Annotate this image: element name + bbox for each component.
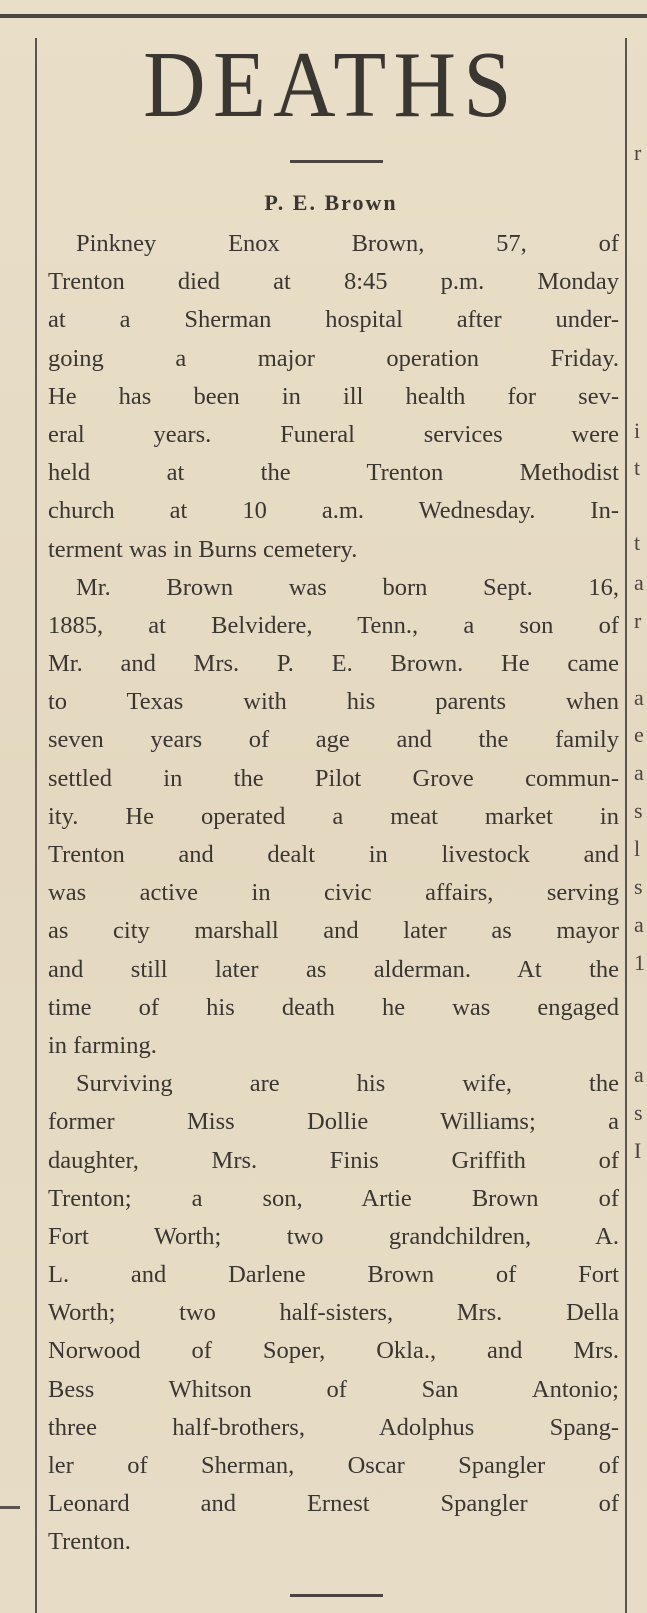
- article-line: as city marshall and later as mayor: [48, 917, 619, 945]
- article-line: Mr. Brown was born Sept. 16,: [76, 573, 619, 601]
- article-line: Leonard and Ernest Spangler of: [48, 1490, 619, 1518]
- article-line: Mr. and Mrs. P. E. Brown. He came: [48, 650, 619, 678]
- article-line: going a major operation Friday.: [48, 344, 619, 372]
- fragment-letter: 1: [634, 950, 645, 975]
- article-line: in farming.: [48, 1031, 157, 1059]
- article-line: was active in civic affairs, serving: [48, 879, 619, 907]
- article-line: Trenton and dealt in livestock and: [48, 841, 619, 868]
- fragment-letter: l: [634, 836, 641, 861]
- article-line: daughter, Mrs. Finis Griffith of: [48, 1146, 619, 1174]
- fragment-letter: i: [634, 418, 641, 443]
- article-line: Pinkney Enox Brown, 57, of: [76, 230, 619, 257]
- article-line: terment was in Burns cemetery.: [48, 535, 358, 563]
- article-line: Trenton; a son, Artie Brown of: [48, 1184, 619, 1212]
- left-column-rule: [35, 38, 37, 1613]
- obituary-title: P. E. Brown: [264, 190, 398, 215]
- article-line: and still later as alderman. At the: [48, 955, 619, 983]
- article-line: settled in the Pilot Grove commun-: [48, 764, 619, 792]
- section-headline: DEATHS: [143, 33, 519, 137]
- article-line: Bess Whitson of San Antonio;: [48, 1375, 619, 1403]
- article-line: three half-brothers, Adolphus Spang-: [48, 1413, 619, 1441]
- article-line: eral years. Funeral services were: [48, 420, 619, 448]
- fragment-letter: t: [634, 530, 641, 555]
- top-rule: [0, 14, 647, 18]
- end-divider: [290, 1594, 383, 1597]
- headline-divider: [290, 160, 383, 163]
- article-line: to Texas with his parents when: [48, 688, 619, 716]
- article-line: Trenton.: [48, 1528, 131, 1556]
- fragment-letter: r: [634, 140, 642, 165]
- fragment-letter: r: [634, 608, 642, 633]
- article-line: ity. He operated a meat market in: [48, 802, 619, 830]
- fragment-letter: t: [634, 455, 641, 480]
- article-line: ler of Sherman, Oscar Spangler of: [48, 1452, 619, 1479]
- article-line: Trenton died at 8:45 p.m. Monday: [48, 268, 619, 296]
- article-line: L. and Darlene Brown of Fort: [48, 1261, 619, 1289]
- article-line: former Miss Dollie Williams; a: [48, 1108, 619, 1136]
- article-line: He has been in ill health for sev-: [48, 382, 619, 410]
- fragment-letter: s: [634, 798, 643, 823]
- right-column-rule: [625, 38, 627, 1613]
- article-line: at a Sherman hospital after under-: [48, 306, 619, 334]
- fragment-letter: e: [634, 722, 644, 747]
- fragment-letter: a: [634, 685, 644, 710]
- fragment-letter: a: [634, 760, 644, 785]
- left-margin-stub: [0, 1506, 20, 1509]
- fragment-letter: a: [634, 570, 644, 595]
- fragment-letter: a: [634, 1062, 644, 1087]
- obituary-body: [48, 225, 619, 1562]
- article-line: Fort Worth; two grandchildren, A.: [48, 1222, 619, 1250]
- article-line: Norwood of Soper, Okla., and Mrs.: [48, 1337, 619, 1365]
- article-line: seven years of age and the family: [48, 726, 619, 754]
- fragment-letter: a: [634, 912, 644, 937]
- article-line: church at 10 a.m. Wednesday. In-: [48, 497, 619, 525]
- adjacent-column-fragments: [631, 0, 647, 1613]
- article-line: 1885, at Belvidere, Tenn., a son of: [48, 611, 619, 639]
- article-line: Surviving are his wife, the: [76, 1070, 619, 1098]
- article-line: time of his death he was engaged: [48, 993, 619, 1021]
- article-line: held at the Trenton Methodist: [48, 459, 619, 487]
- fragment-letter: s: [634, 874, 643, 899]
- article-line: Worth; two half-sisters, Mrs. Della: [48, 1299, 619, 1327]
- fragment-letter: s: [634, 1100, 643, 1125]
- fragment-letter: I: [634, 1138, 642, 1163]
